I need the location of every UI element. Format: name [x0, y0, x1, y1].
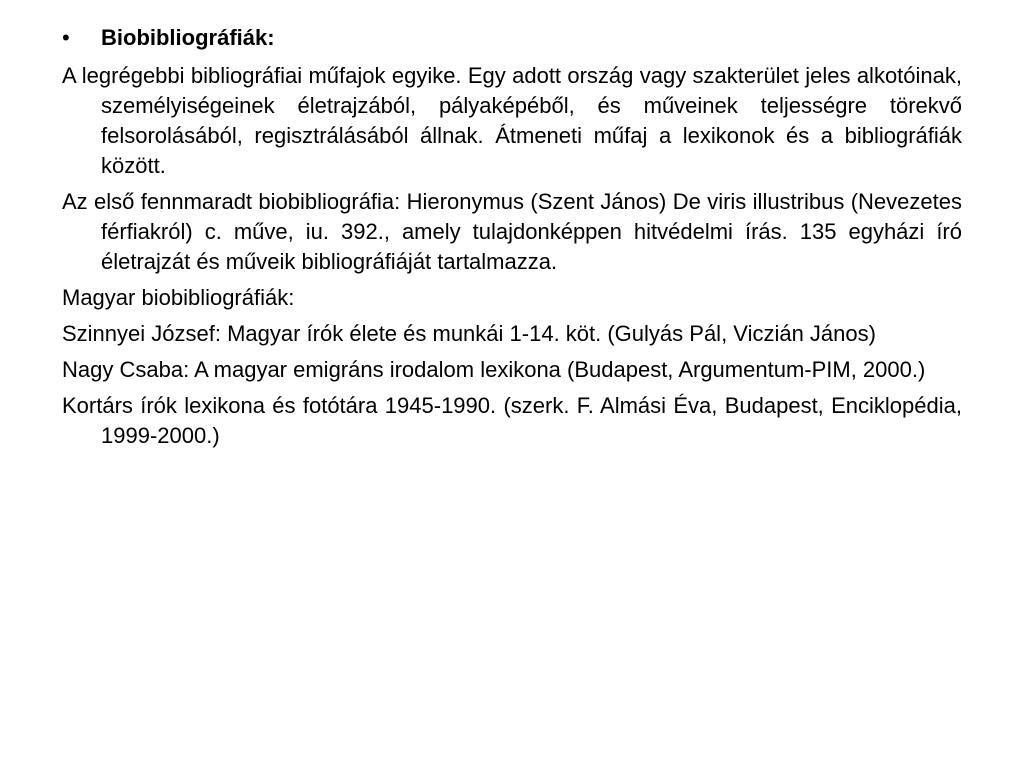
- heading-row: [62, 24, 962, 52]
- paragraph-first-biobibliography: Az első fennmaradt biobibliográfia: Hieronymus (Szent János) De viris illustribus (Nevezetes férfiakról) c. műve, iu. 392., amely tulajdonképpen hitvédelmi írás. 135 egyházi író életrajzát és műveik bibliográfiáját tartalmazza.: [62, 189, 962, 274]
- bullet-icon: •: [62, 25, 70, 50]
- paragraph-kortars-irok: Kortárs írók lexikona és fotótára 1945-1990. (szerk. F. Almási Éva, Budapest, Enciklopédia, 1999-2000.): [62, 393, 962, 448]
- paragraph-szinnyei: Szinnyei József: Magyar írók élete és munkái 1-14. köt. (Gulyás Pál, Viczián János): [62, 321, 876, 346]
- paragraph-nagy-csaba: Nagy Csaba: A magyar emigráns irodalom lexikona (Budapest, Argumentum-PIM, 2000.): [62, 357, 926, 382]
- slide-content: [62, 24, 962, 457]
- paragraph-hungarian-heading: Magyar biobibliográfiák:: [62, 285, 295, 310]
- slide-heading: Biobibliográfiák:: [101, 25, 275, 50]
- paragraph-definition: A legrégebbi bibliográfiai műfajok egyike. Egy adott ország vagy szakterület jeles alkotóinak, személyiségeinek életrajzából, pályaképéből, és műveinek teljességre törekvő felsorolásából, regisztrálásából állnak. Átmeneti műfaj a lexikonok és a bibliográfiák között.: [62, 63, 962, 178]
